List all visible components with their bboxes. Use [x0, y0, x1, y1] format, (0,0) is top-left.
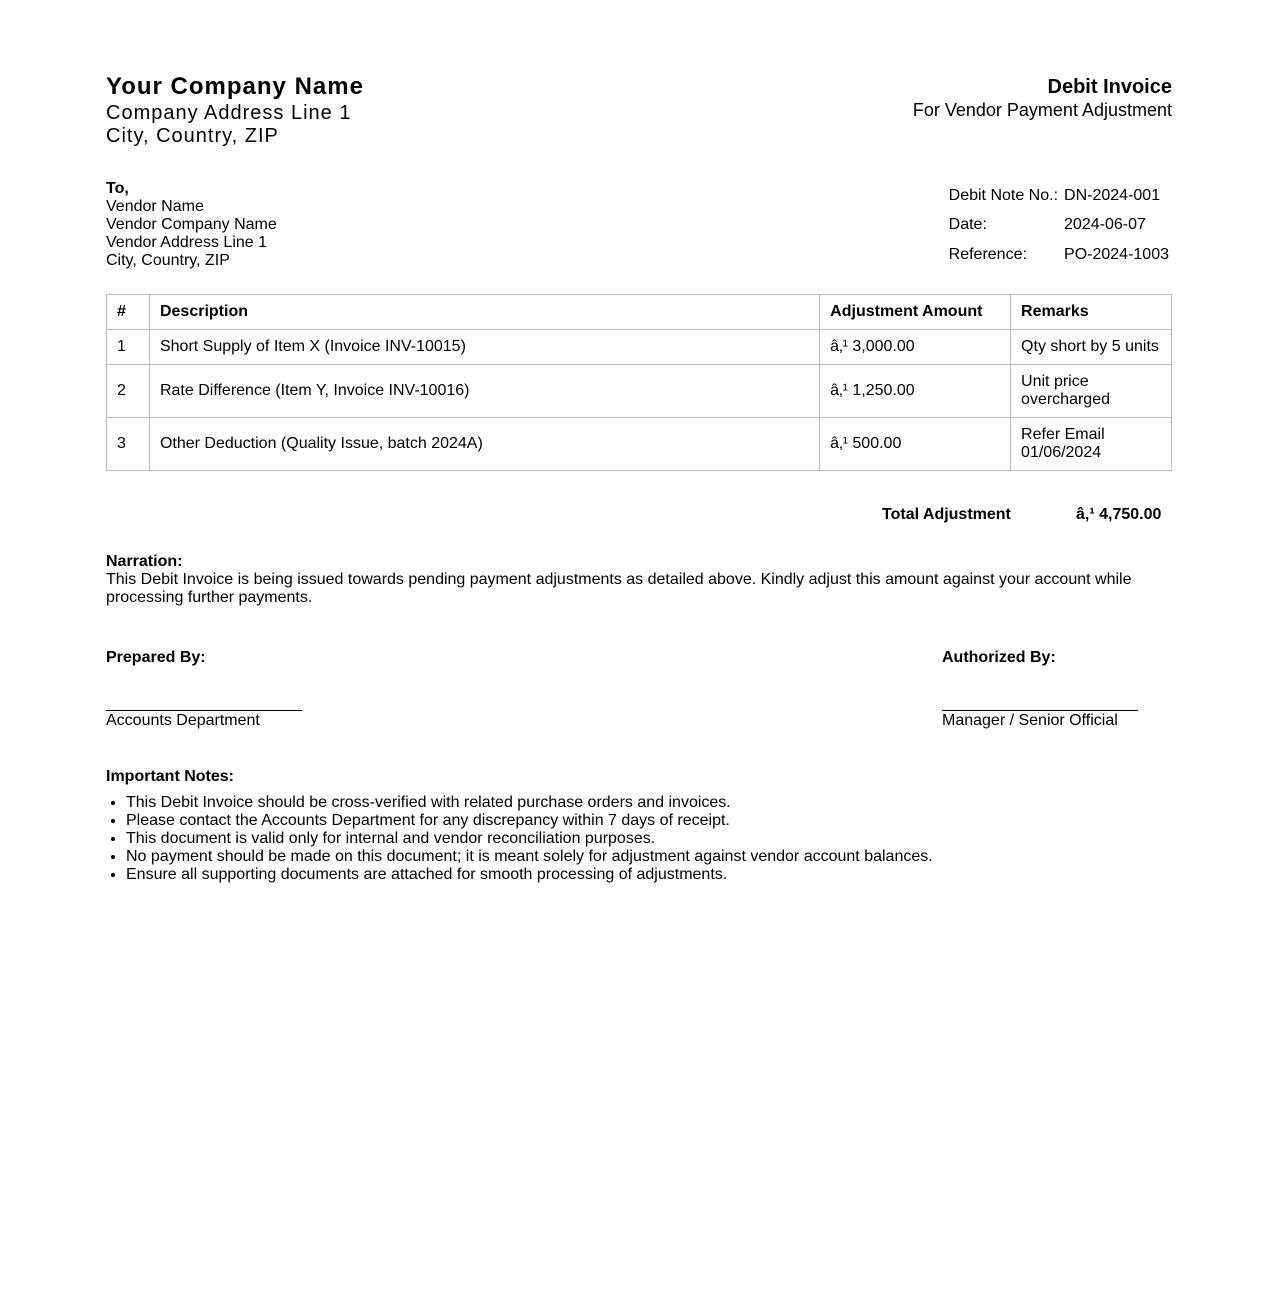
- important-notes-section: [106, 768, 1172, 884]
- important-notes-list: [106, 794, 1172, 884]
- row-description: Rate Difference (Item Y, Invoice INV-10016): [149, 365, 819, 418]
- authorized-by-block: [942, 649, 1172, 731]
- recipient-city-line: City, Country, ZIP: [106, 252, 230, 269]
- total-adjustment-row: [106, 505, 1172, 525]
- document-title-block: [913, 72, 1172, 120]
- document-title: Debit Invoice: [1047, 76, 1172, 98]
- authorized-by-name: Manager / Senior Official: [942, 712, 1118, 729]
- row-amount: â‚¹ 3,000.00: [820, 330, 1011, 365]
- table-row: [107, 365, 1172, 418]
- row-number: 1: [107, 330, 150, 365]
- document-subtitle: For Vendor Payment Adjustment: [912, 100, 1172, 120]
- total-label: Total Adjustment: [882, 506, 1011, 523]
- address-meta-row: [106, 180, 1172, 270]
- company-name: Your Company Name: [106, 73, 364, 100]
- recipient-company: Vendor Company Name: [106, 216, 277, 233]
- table-row: [107, 330, 1172, 365]
- list-item: • Please contact the Accounts Department for any discrepancy within 7 days of receipt.: [126, 812, 1172, 830]
- row-remarks: Qty short by 5 units: [1011, 330, 1172, 365]
- meta-value: DN-2024-001: [1064, 186, 1161, 204]
- column-header-number: #: [107, 295, 150, 330]
- important-notes-label: Important Notes:: [106, 768, 234, 785]
- row-description: Short Supply of Item X (Invoice INV-10015): [149, 330, 819, 365]
- meta-label: Date:: [948, 216, 987, 234]
- company-city-line: City, Country, ZIP: [106, 125, 279, 147]
- row-description: Other Deduction (Quality Issue, batch 2024A): [149, 418, 819, 471]
- row-amount: â‚¹ 1,250.00: [820, 365, 1011, 418]
- invoice-meta-table: [946, 181, 1172, 270]
- recipient-name: Vendor Name: [106, 198, 204, 215]
- row-number: 3: [107, 418, 150, 471]
- company-address-line1: Company Address Line 1: [106, 102, 352, 124]
- column-header-remarks: Remarks: [1011, 295, 1172, 330]
- total-value: â‚¹ 4,750.00: [1076, 506, 1162, 523]
- recipient-address-line1: Vendor Address Line 1: [106, 234, 268, 251]
- meta-label: Reference:: [948, 246, 1027, 264]
- narration-label: Narration:: [106, 553, 183, 570]
- meta-value: 2024-06-07: [1064, 216, 1146, 234]
- column-header-amount: Adjustment Amount: [820, 295, 1011, 330]
- list-item: • No payment should be made on this document; it is meant solely for adjustment against vendor account balances.: [126, 848, 1172, 866]
- meta-row-debit-note-no: [946, 181, 1172, 211]
- prepared-by-name: Accounts Department: [106, 712, 260, 729]
- meta-label: Debit Note No.:: [948, 186, 1059, 204]
- meta-row-reference: [946, 240, 1172, 270]
- recipient-block: [106, 180, 277, 270]
- narration-text: This Debit Invoice is being issued towards pending payment adjustments as detailed above. Kindly adjust this amount against your account while processing further payments.: [106, 571, 1132, 606]
- column-header-description: Description: [149, 295, 819, 330]
- company-block: [106, 72, 364, 148]
- row-remarks: Refer Email 01/06/2024: [1011, 418, 1172, 471]
- meta-value: PO-2024-1003: [1064, 246, 1169, 264]
- narration-section: [106, 553, 1172, 607]
- row-remarks: Unit price overcharged: [1011, 365, 1172, 418]
- list-item: • Ensure all supporting documents are attached for smooth processing of adjustments.: [126, 866, 1172, 884]
- list-item: • This Debit Invoice should be cross-verified with related purchase orders and invoices.: [126, 794, 1172, 812]
- signatures-section: [106, 649, 1172, 731]
- meta-row-date: [946, 211, 1172, 241]
- table-row: [107, 418, 1172, 471]
- authorized-by-label: Authorized By:: [942, 649, 1056, 666]
- invoice-header: [106, 72, 1172, 148]
- row-amount: â‚¹ 500.00: [820, 418, 1011, 471]
- list-item: • This document is valid only for internal and vendor reconciliation purposes.: [126, 830, 1172, 848]
- prepared-by-label: Prepared By:: [106, 649, 206, 666]
- recipient-label: To,: [106, 180, 129, 197]
- debit-invoice-page: [106, 72, 1172, 884]
- row-number: 2: [107, 365, 150, 418]
- adjustment-table: [106, 294, 1172, 471]
- table-header-row: [107, 295, 1172, 330]
- prepared-by-block: [106, 649, 336, 731]
